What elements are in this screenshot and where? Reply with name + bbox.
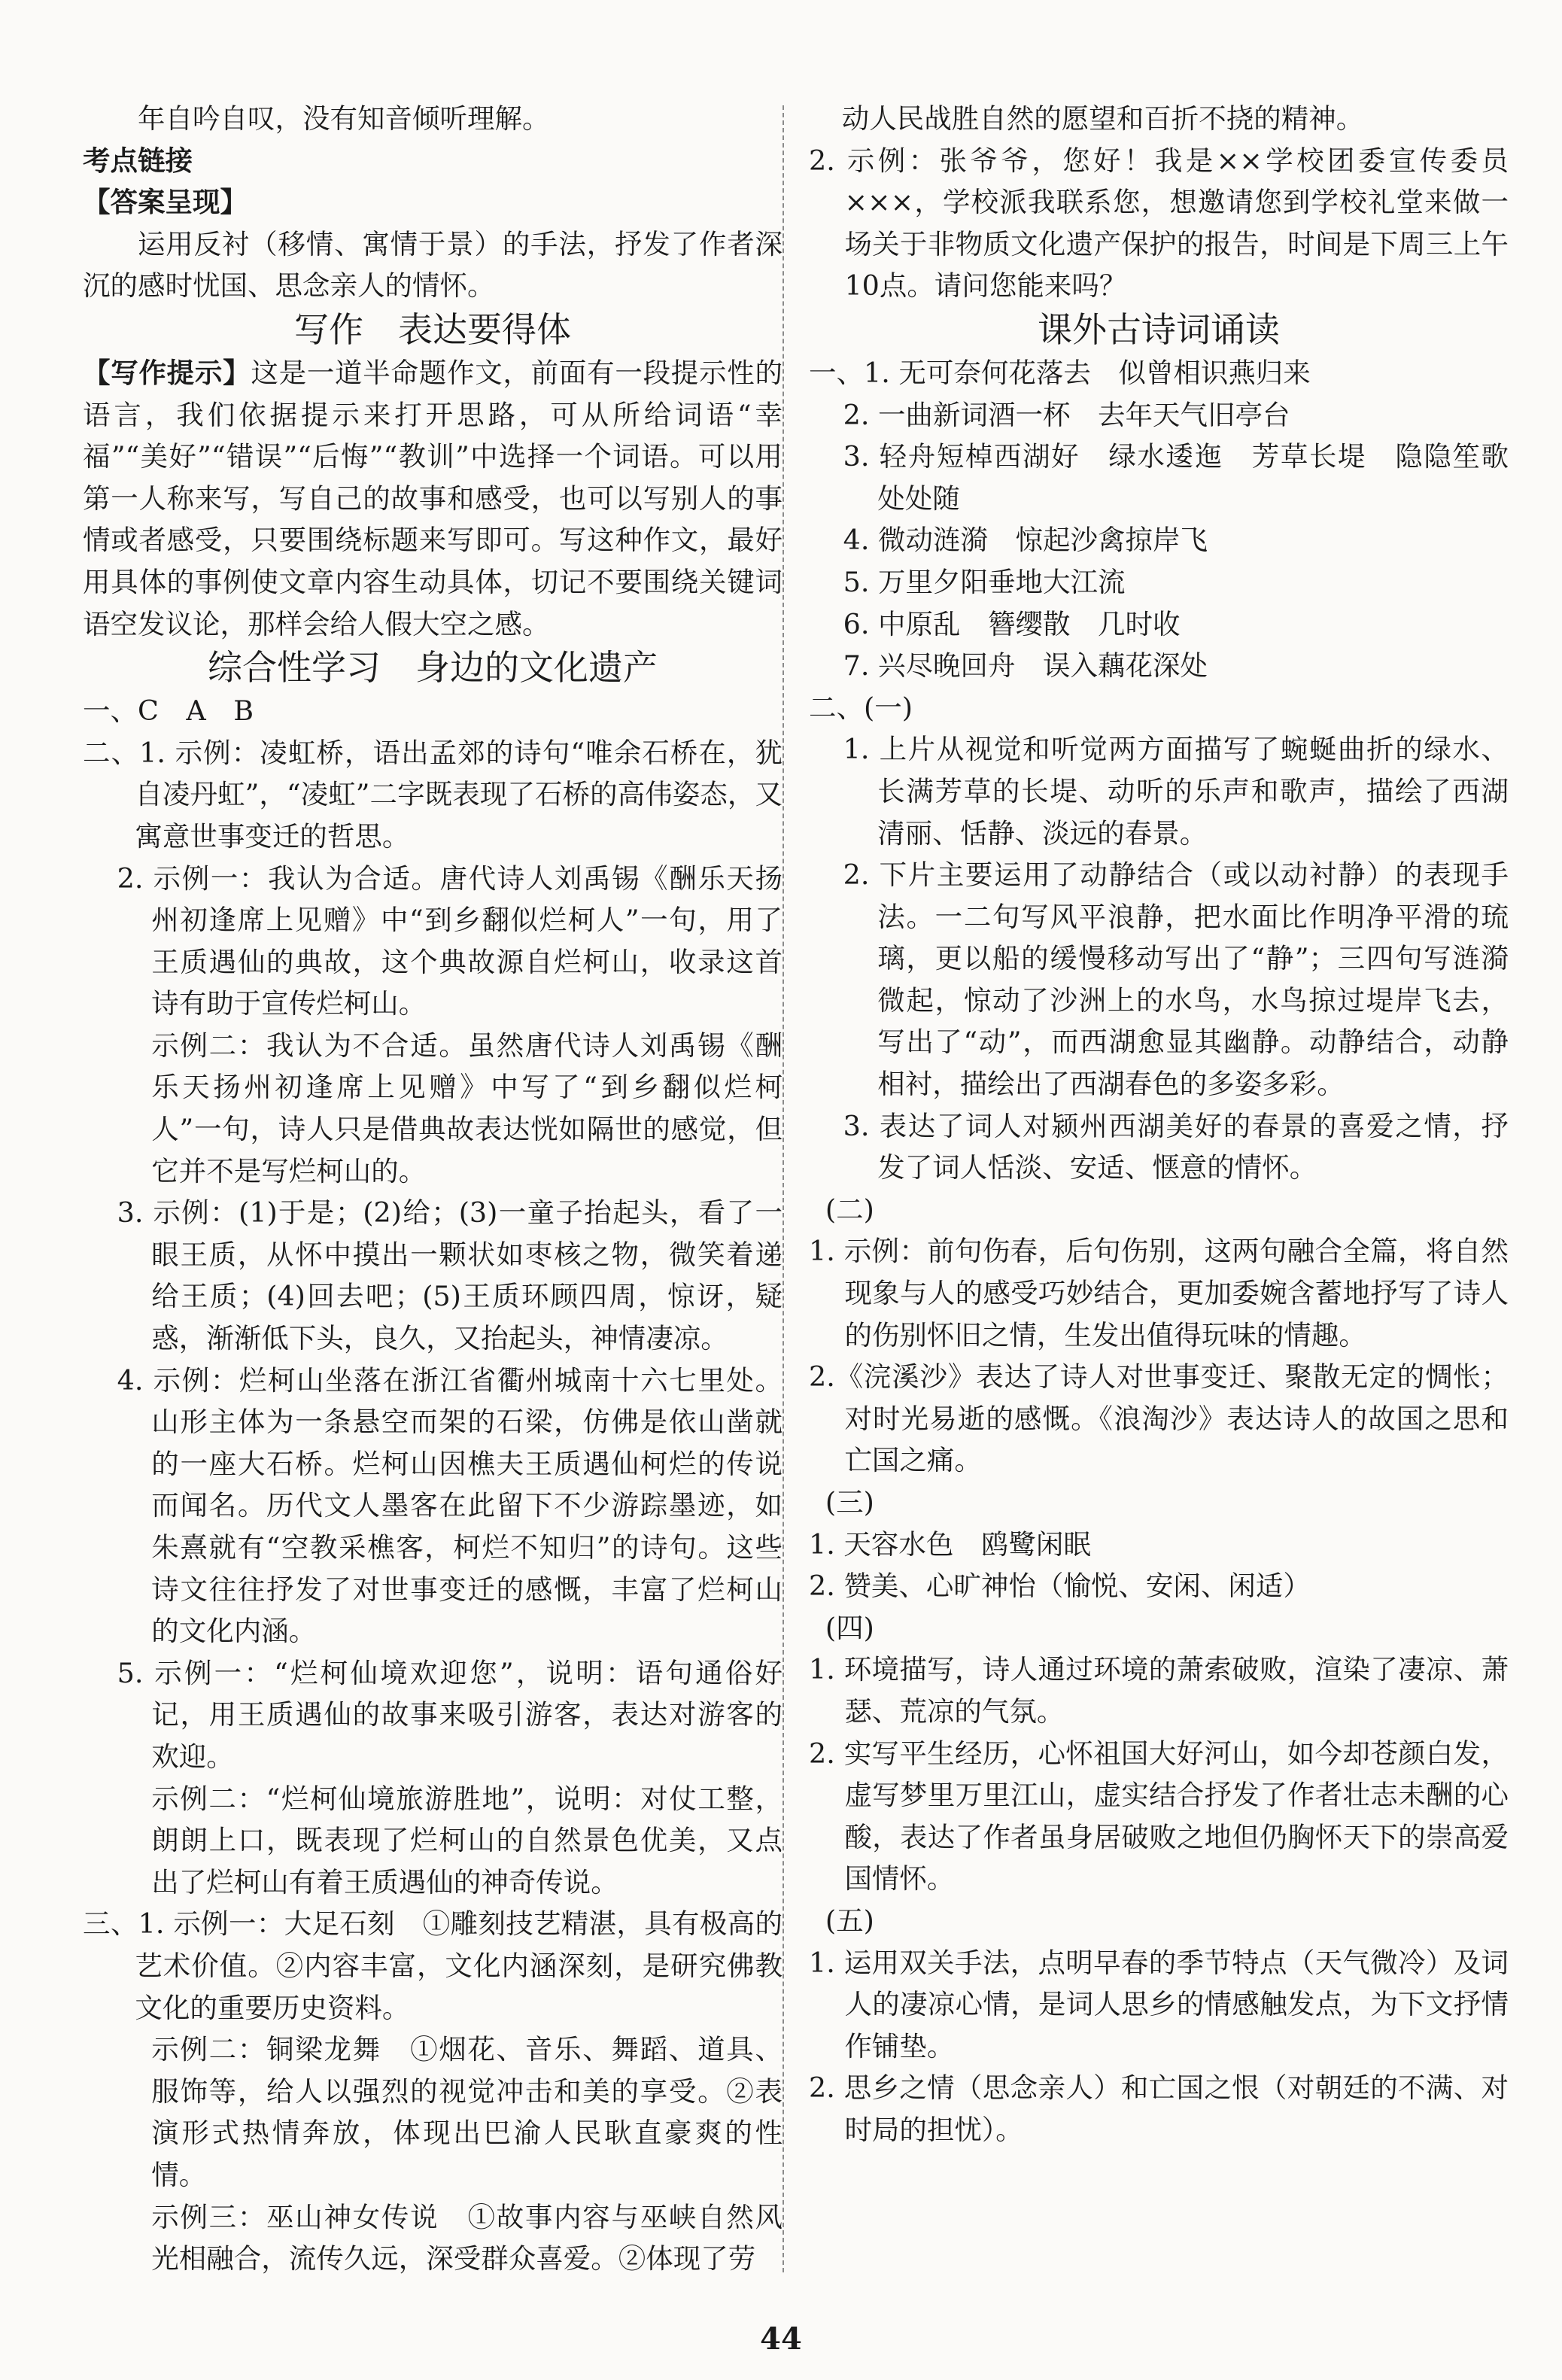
answer-2-5: 5. 示例一：“烂柯仙境欢迎您”，说明：语句通俗好记，用王质遇仙的故事来吸引游客，表达对游客的欢迎。 — [117, 1656, 783, 1773]
left-column — [83, 98, 783, 2280]
answer-2-1: 二、1. 示例：凌虹桥，语出孟郊的诗句“唯余石桥在，犹自凌丹虹”，“凌虹”二字既表现了石桥的高伟姿态，又寓意世事变迁的哲思。 — [83, 736, 783, 853]
answer-text: 运用反衬（移情、寓情于景）的手法，抒发了作者深沉的感时忧国、思念亲人的情怀。 — [83, 227, 783, 302]
poem-7: 7. 兴尽晚回舟 误入藕花深处 — [843, 649, 1208, 682]
continued-text: 年自吟自叹，没有知音倾听理解。 — [138, 102, 550, 135]
poem-2: 2. 一曲新词酒一杯 去年天气旧亭台 — [843, 398, 1290, 431]
answer-2-3: 3. 示例：(1)于是；(2)给；(3)一童子抬起头，看了一眼王质，从怀中摸出一颗状如枣核之物，微笑着递给王质；(4)回去吧；(5)王质环顾四周，惊讶，疑惑，渐渐低下头，良久，又抬起头，神情凄凉。 — [117, 1196, 783, 1355]
right-column — [809, 98, 1509, 2151]
writing-tip — [83, 352, 783, 645]
section-d-head: (四) — [825, 1611, 874, 1644]
poem-3: 3. 轻舟短棹西湖好 绿水逶迤 芳草长堤 隐隐笙歌处处随 — [843, 440, 1509, 515]
writing-tip-label: 【写作提示】 — [83, 356, 251, 389]
section-label-kaodian: 考点链接 — [83, 144, 193, 177]
answer-1: 一、C A B — [83, 695, 254, 728]
answer-2-2: 2. 示例一：我认为合适。唐代诗人刘禹锡《酬乐天扬州初逢席上见赠》中“到乡翻似烂柯人”一句，用了王质遇仙的典故，这个典故源自烂柯山，收录这首诗有助于宣传烂柯山。 — [117, 862, 783, 1020]
answer-2-4: 4. 示例：烂柯山坐落在浙江省衢州城南十六七里处。山形主体为一条悬空而架的石梁，仿佛是依山凿就的一座大石桥。烂柯山因樵夫王质遇仙柯烂的传说而闻名。历代文人墨客在此留下不少游踪墨迹，如朱熹就有“空教采樵客，柯烂不知归”的诗句。这些诗文往往抒发了对世事变迁的感慨，丰富了烂柯山的文化内涵。 — [117, 1363, 783, 1648]
answer-2-2-b: 示例二：我认为不合适。虽然唐代诗人刘禹锡《酬乐天扬州初逢席上见赠》中写了“到乡翻似烂柯人”一句，诗人只是借典故表达恍如隔世的感觉，但它并不是写烂柯山的。 — [151, 1029, 783, 1187]
column-divider — [783, 105, 784, 2272]
answer-a-2: 2. 下片主要运用了动静结合（或以动衬静）的表现手法。一二句写风平浪静，把水面比作明净平滑的琉璃，更以船的缓慢移动写出了“静”；三四句写涟漪微起，惊动了沙洲上的水鸟，水鸟掠过堤岸飞去，写出了“动”，而西湖愈显其幽静。动静结合，动静相衬，描绘出了西湖春色的多姿多彩。 — [843, 859, 1509, 1101]
answer-d-2: 2. 实写平生经历，心怀祖国大好河山，如今却苍颜白发，虚写梦里万里江山，虚实结合抒发了作者壮志未酬的心酸，表达了作者虽身居破败之地但仍胸怀天下的崇高爱国情怀。 — [809, 1737, 1509, 1895]
poem-6: 6. 中原乱 簪缨散 几时收 — [843, 607, 1181, 640]
answer-label: 【答案呈现】 — [83, 186, 248, 219]
poem-4: 4. 微动涟漪 惊起沙禽掠岸飞 — [843, 524, 1208, 557]
answer-e-2: 2. 思乡之情（思念亲人）和亡国之恨（对朝廷的不满、对时局的担忧）。 — [809, 2071, 1509, 2146]
answer-r-2: 2. 示例：张爷爷，您好！我是××学校团委宣传委员×××，学校派我联系您，想邀请您到学校礼堂来做一场关于非物质文化遗产保护的报告，时间是下周三上午10点。请问您能来吗？ — [809, 144, 1509, 302]
writing-tip-text: 这是一道半命题作文，前面有一段提示性的语言，我们依据提示来打开思路，可从所给词语“幸福”“美好”“错误”“后悔”“教训”中选择一个词语。可以用第一人称来写，写自己的故事和感受，也可以写别人的事情或者感受，只要围绕标题来写即可。写这种作文，最好用具体的事例使文章内容生动具体，切记不要围绕关键词语空发议论，那样会给人假大空之感。 — [83, 356, 783, 640]
answer-3-1-b: 示例二：铜梁龙舞 ①烟花、音乐、舞蹈、道具、服饰等，给人以强烈的视觉冲击和美的享受。②表演形式热情奔放，体现出巴渝人民耿直豪爽的性情。 — [151, 2033, 783, 2191]
answer-e-1: 1. 运用双关手法，点明早春的季节特点（天气微冷）及词人的凄凉心情，是词人思乡的情感触发点，为下文抒情作铺垫。 — [809, 1946, 1509, 2062]
answer-c-2: 2. 赞美、心旷神怡（愉悦、安闲、闲适） — [809, 1570, 1311, 1603]
poem-5: 5. 万里夕阳垂地大江流 — [843, 565, 1126, 598]
section-b-head: (二) — [825, 1193, 874, 1226]
section-2-head: 二、(一) — [809, 691, 913, 724]
zonghe-title: 综合性学习 身边的文化遗产 — [208, 647, 658, 688]
answer-2-5-b: 示例二：“烂柯仙境旅游胜地”，说明：对仗工整，朗朗上口，既表现了烂柯山的自然景色优美，又点出了烂柯山有着王质遇仙的神奇传说。 — [151, 1782, 783, 1898]
answer-a-3: 3. 表达了词人对颍州西湖美好的春景的喜爱之情，抒发了词人恬淡、安适、惬意的情怀。 — [843, 1109, 1509, 1184]
section-e-head: (五) — [825, 1904, 874, 1937]
page-number: 44 — [760, 2321, 802, 2357]
answer-3-1-c: 示例三：巫山神女传说 ①故事内容与巫峡自然风光相融合，流传久远，深受群众喜爱。②体现了劳 — [151, 2200, 783, 2275]
poem-title: 课外古诗词诵读 — [1038, 309, 1280, 350]
answer-b-1: 1. 示例：前句伤春，后句伤别，这两句融合全篇，将自然现象与人的感受巧妙结合，更加委婉含蓄地抒写了诗人的伤别怀旧之情，生发出值得玩味的情趣。 — [809, 1235, 1509, 1351]
answer-c-1: 1. 天容水色 鸥鹭闲眠 — [809, 1527, 1091, 1561]
writing-title: 写作 表达要得体 — [294, 309, 571, 350]
answer-b-2: 2.《浣溪沙》表达了诗人对世事变迁、聚散无定的惆怅；对时光易逝的感慨。《浪淘沙》表达诗人的故国之思和亡国之痛。 — [809, 1360, 1509, 1477]
section-c-head: (三) — [825, 1486, 874, 1518]
continued-text-right: 动人民战胜自然的愿望和百折不挠的精神。 — [841, 102, 1364, 135]
answer-d-1: 1. 环境描写，诗人通过环境的萧索破败，渲染了凄凉、萧瑟、荒凉的气氛。 — [809, 1653, 1509, 1728]
answer-3-1: 三、1. 示例一：大足石刻 ①雕刻技艺精湛，具有极高的艺术价值。②内容丰富，文化内涵深刻，是研究佛教文化的重要历史资料。 — [83, 1907, 783, 2024]
answer-a-1: 1. 上片从视觉和听觉两方面描写了蜿蜒曲折的绿水、长满芳草的长堤、动听的乐声和歌声，描绘了西湖清丽、恬静、淡远的春景。 — [843, 733, 1509, 850]
poem-1: 一、1. 无可奈何花落去 似曾相识燕归来 — [809, 356, 1311, 389]
